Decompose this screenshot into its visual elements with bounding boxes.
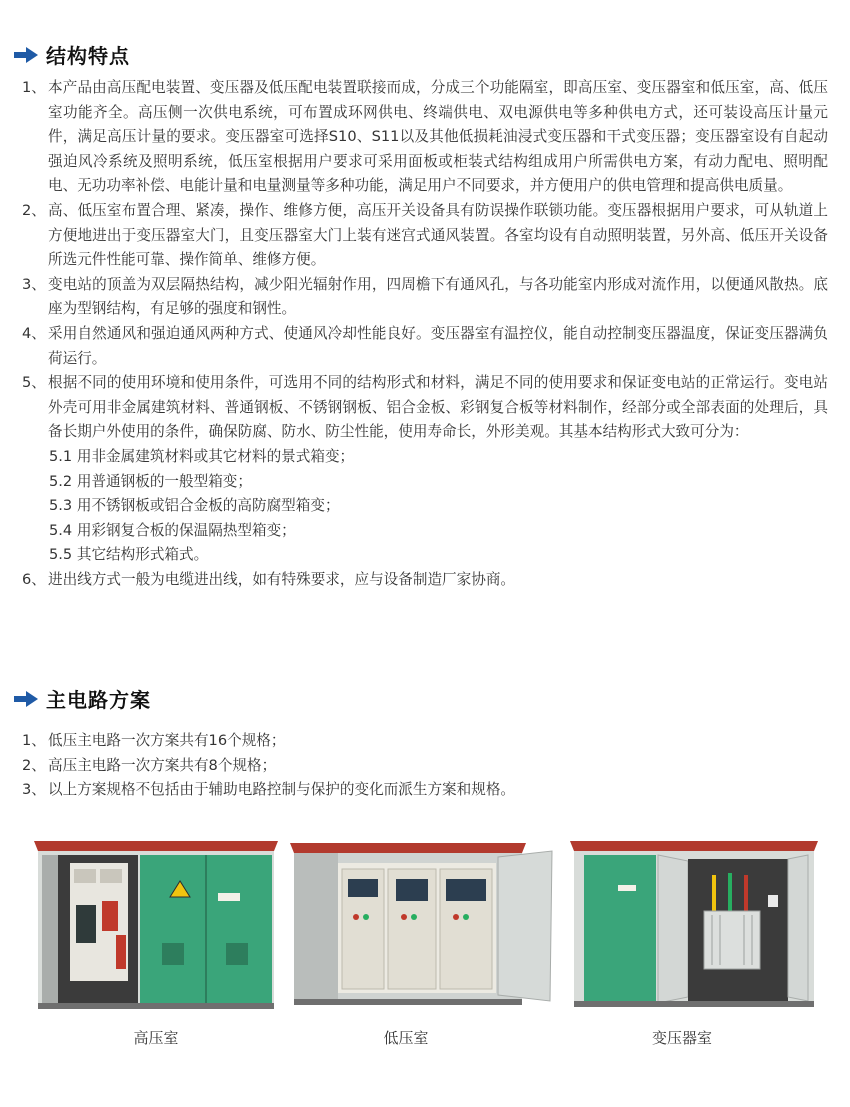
item-text: 采用自然通风和强迫通风两种方式、使通风冷却性能良好。变压器室有温控仪，能自动控制变压器温度，保证变压器满负荷运行。 xyxy=(48,324,828,367)
list-item xyxy=(22,76,828,199)
section-title: 结构特点 xyxy=(46,44,130,68)
caption-low-voltage-room: 低压室 xyxy=(383,1029,429,1047)
list-item xyxy=(22,729,828,754)
section-title: 主电路方案 xyxy=(46,688,151,712)
item-text: 高压主电路一次方案共有8个规格； xyxy=(48,756,277,774)
item-number: 5、 xyxy=(22,374,46,392)
caption-transformer-room: 变压器室 xyxy=(651,1029,712,1047)
sub-item: 5.4 用彩钢复合板的保温隔热型箱变； xyxy=(49,521,296,539)
item-text: 变电站的顶盖为双层隔热结构，减少阳光辐射作用，四周檐下有通风孔，与各功能室内形成对流作用，以便通风散热。底座为型钢结构，有足够的强度和钢性。 xyxy=(48,275,828,318)
list-item xyxy=(22,322,828,371)
transformer-room-photo xyxy=(568,835,820,1015)
high-voltage-room-photo xyxy=(30,835,282,1015)
list-item xyxy=(22,371,828,445)
item-number: 2、 xyxy=(22,201,46,219)
item-number: 3、 xyxy=(22,781,46,799)
list-item xyxy=(22,199,828,273)
item-number: 3、 xyxy=(22,275,46,293)
section-header-main-circuit xyxy=(14,684,151,713)
sub-item: 5.3 用不锈钢板或铝合金板的高防腐型箱变； xyxy=(49,497,340,515)
sub-item: 5.1 用非金属建筑材料或其它材料的景式箱变； xyxy=(49,447,355,465)
sub-item: 5.2 用普通钢板的一般型箱变； xyxy=(49,472,252,490)
item-number: 1、 xyxy=(22,732,46,749)
sub-item: 5.5 其它结构形式箱式。 xyxy=(49,546,209,564)
arrow-right-icon xyxy=(14,691,38,707)
caption-high-voltage-room: 高压室 xyxy=(133,1029,179,1047)
photo-row xyxy=(0,835,850,1045)
item-text: 以上方案规格不包括由于辅助电路控制与保护的变化而派生方案和规格。 xyxy=(48,781,516,799)
item-number: 1、 xyxy=(22,79,46,96)
item-text: 进出线方式一般为电缆进出线，如有特殊要求，应与设备制造厂家协商。 xyxy=(48,570,516,588)
item-text: 本产品由高压配电装置、变压器及低压配电装置联接而成，分成三个功能隔室，即高压室、变压器室和低压室，高、低压室功能齐全。高压侧一次供电系统，可布置成环网供电、终端供电、双电源供电等多种供电方式，还可装设高压计量元件，满足高压计量的要求。变压器室可选择S10、S11以及其他低损耗油浸式变压器和干式变压器；变压器室设有自起动强迫风冷系统及照明系统，低压室根据用户要求可采用面板或柜装式结构组成用户所需供电方案，有动力配电、照明配电、无功功率补偿、电能计量和电量测量等多种功能，满足用户不同要求，并方便用户的供电管理和提高供电质量。 xyxy=(48,79,828,195)
list-item xyxy=(22,754,828,779)
item-number: 2、 xyxy=(22,756,46,774)
list-item xyxy=(22,778,828,803)
structure-features-list xyxy=(22,76,828,592)
item-number: 6、 xyxy=(22,570,46,588)
arrow-right-icon xyxy=(14,47,38,63)
item-text: 低压主电路一次方案共有16个规格； xyxy=(48,732,286,749)
item-text: 高、低压室布置合理、紧凑，操作、维修方便，高压开关设备具有防误操作联锁功能。变压器根据用户要求，可从轨道上方便地进出于变压器室大门，且变压器室大门上装有迷宫式通风装置。各室均设有自动照明装置，另外高、低压开关设备所选元件性能可靠、操作简单、维修方便。 xyxy=(48,201,828,269)
main-circuit-list xyxy=(22,729,828,803)
item-number: 4、 xyxy=(22,324,46,342)
low-voltage-room-photo xyxy=(286,835,556,1015)
item-text: 根据不同的使用环境和使用条件，可选用不同的结构形式和材料，满足不同的使用要求和保证变电站的正常运行。变电站外壳可用非金属建筑材料、普通钢板、不锈钢钢板、铝合金板、彩钢复合板等材料制作，经部分或全部表面的处理后，具备长期户外使用的条件，确保防腐、防水、防尘性能，使用寿命长，外形美观。其基本结构形式大致可分为： xyxy=(48,374,828,441)
list-item xyxy=(22,568,828,593)
section-header-structure xyxy=(14,40,130,69)
list-item xyxy=(22,273,828,322)
